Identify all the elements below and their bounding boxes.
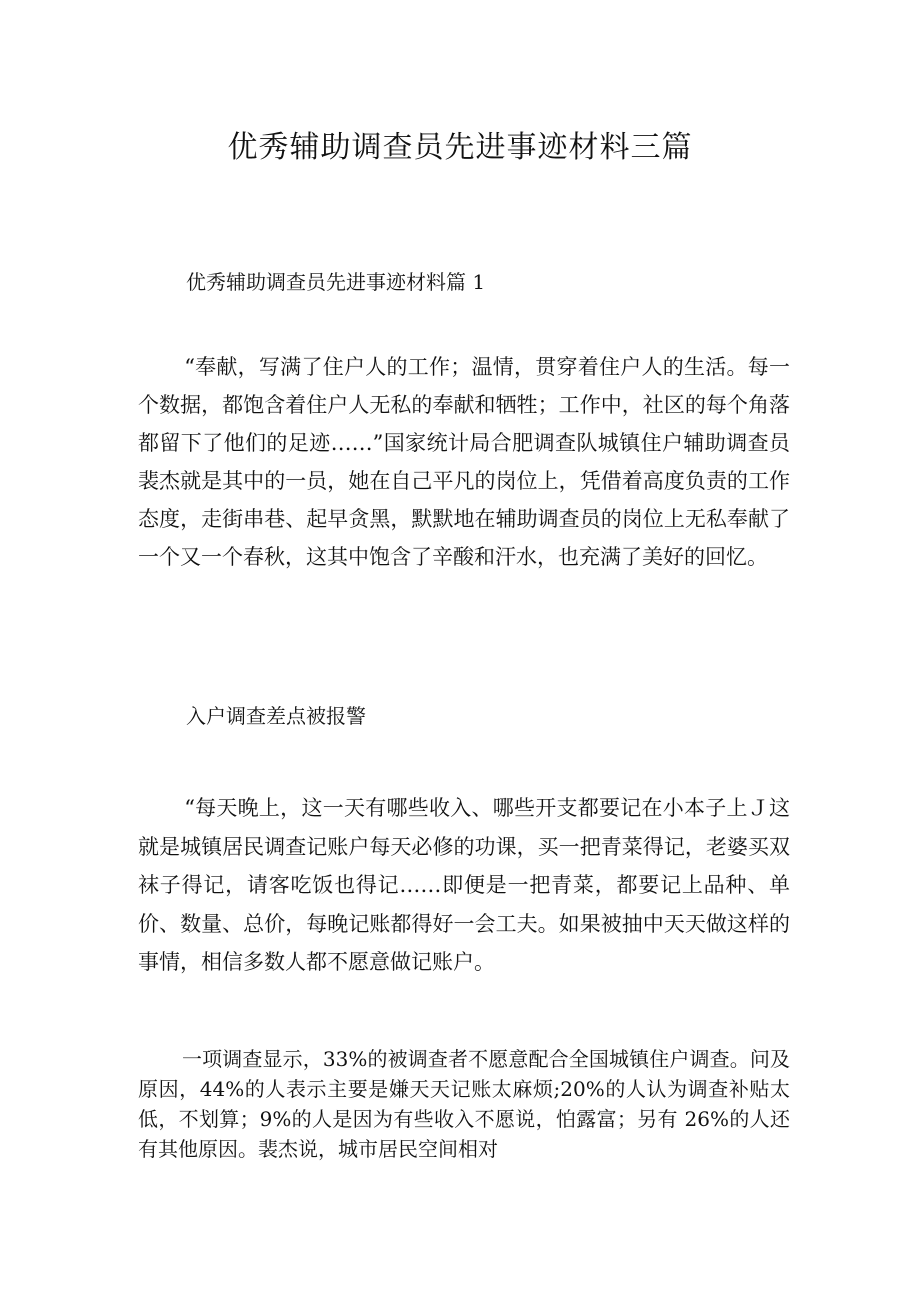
body-paragraph-1: “奉献，写满了住户人的工作；温情，贯穿着住户人的生活。每一个数据，都饱含着住户人无私的奉献和牺牲；工作中，社区的每个角落都留下了他们的足迹……”国家统计局合肥调查队城镇住户辅助调查员裴杰就是其中的一员，她在自己平凡的岗位上，凭借着高度负责的工作态度，走街串巷、起早贪黑，默默地在辅助调查员的岗位上无私奉献了一个又一个春秋，这其中饱含了辛酸和汗水，也充满了美好的回忆。 [138,355,790,569]
subheading-police-report: 入户调查差点被报警 [186,704,366,728]
body-paragraph-2: “每天晚上，这一天有哪些收入、哪些开支都要记在小本子上Ｊ这就是城镇居民调查记账户每天必修的功课，买一把青菜得记，老婆买双袜子得记，请客吃饭也得记……即便是一把青菜，都要记上品种、单价、数量、总价，每晚记账都得好一会工夫。如果被抽中天天做这样的事情，相信多数人都不愿意做记账户。 [138,796,790,974]
body-paragraph-3: 一项调查显示，33%的被调查者不愿意配合全国城镇住户调查。问及原因，44%的人表示主要是嫌天天记账太麻烦;20%的人认为调查补贴太低，不划算；9%的人是因为有些收入不愿说，怕露富；另有 26%的人还有其他原因。裴杰说，城市居民空间相对 [138,1047,790,1161]
document-title: 优秀辅助调查员先进事迹材料三篇 [227,130,693,165]
section-heading: 优秀辅助调查员先进事迹材料篇 1 [186,270,486,294]
